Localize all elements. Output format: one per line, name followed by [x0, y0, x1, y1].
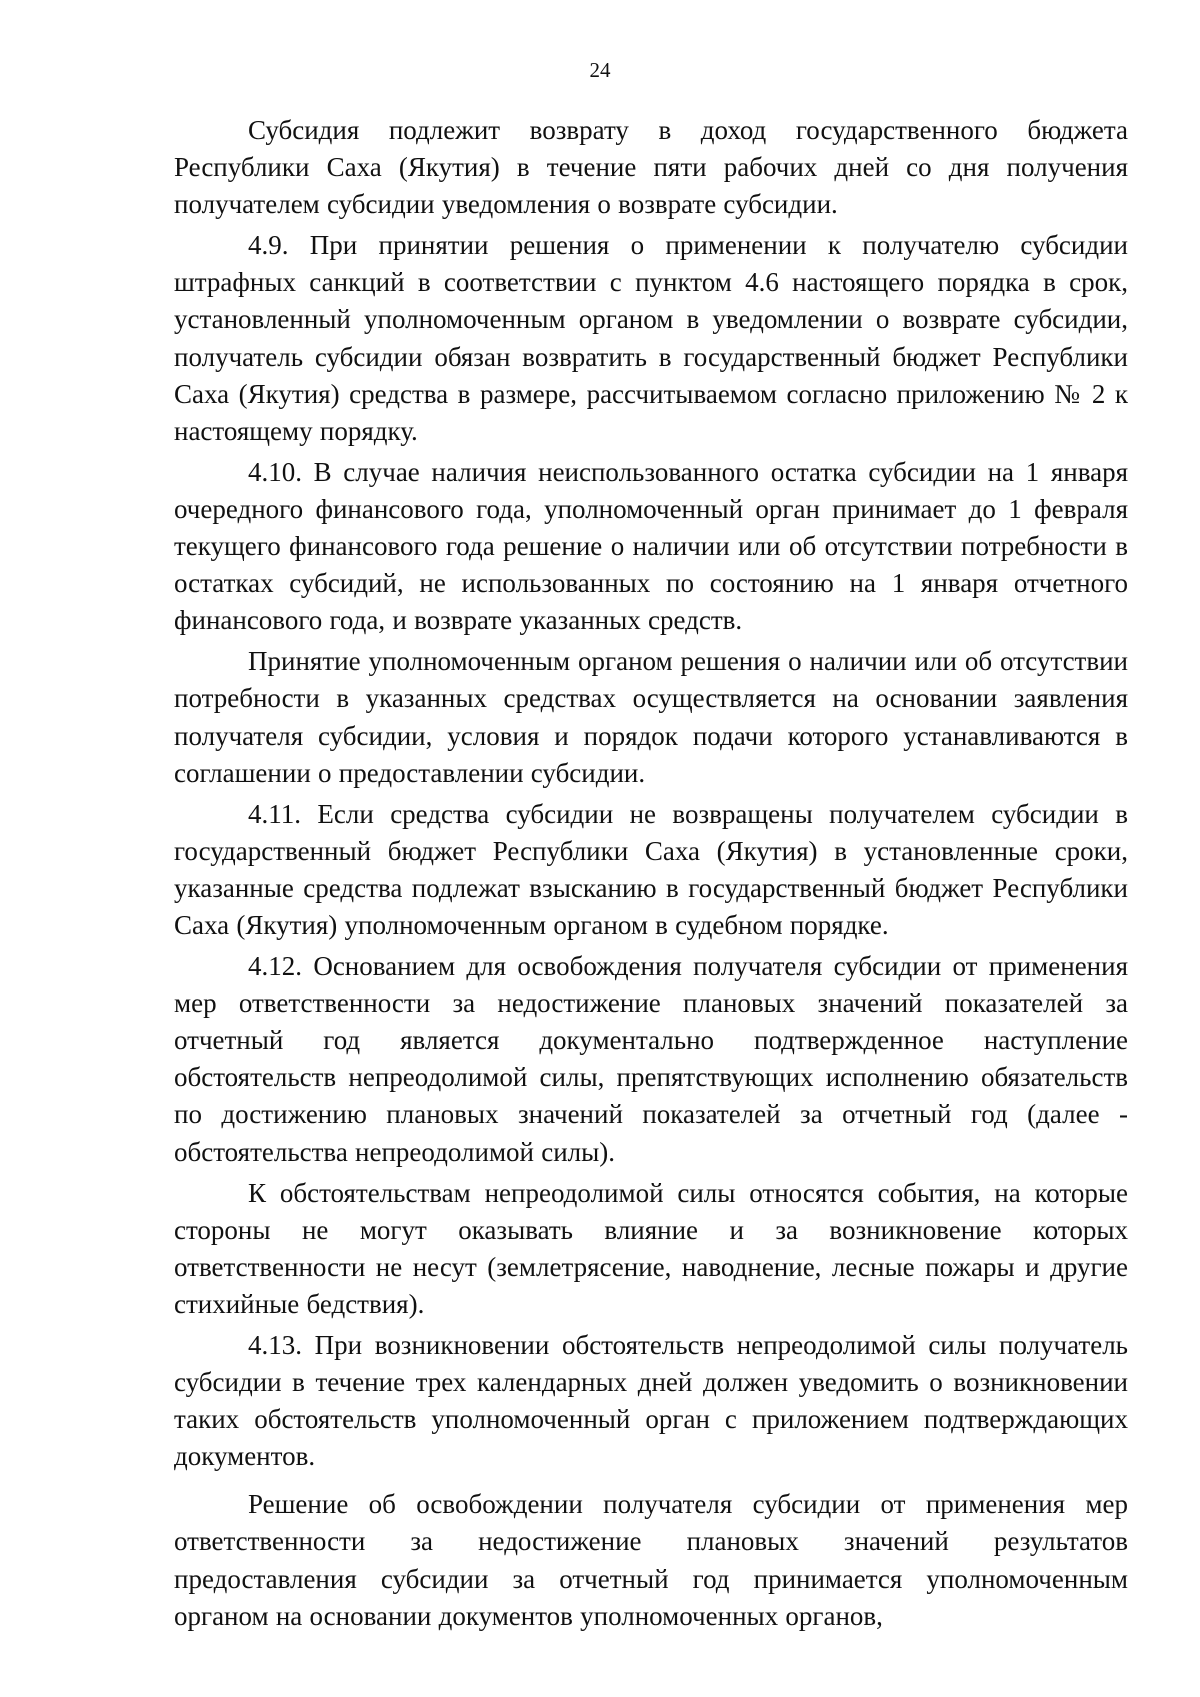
paragraph-4-9: 4.9. При принятии решения о применении к получателю субсидии штрафных санкций в соответствии с пунктом 4.6 настоящего порядка в срок, установленный уполномоченным органом в уведомлении о возврате субсидии, получатель субсидии обязан возвратить в государственный бюджет Республики Саха (Якутия) средства в размере, рассчитываемом согласно приложению № 2 к настоящему порядку.: [174, 230, 1128, 446]
paragraph-4-12: 4.12. Основанием для освобождения получателя субсидии от применения мер ответственности за недостижение плановых значений показателей за отчетный год является документально подтвержденное наступление обстоятельств непреодолимой силы, препятствующих исполнению обязательств по достижению плановых значений показателей за отчетный год (далее - обстоятельства непреодолимой силы).: [174, 951, 1128, 1167]
paragraph-decision-need: Принятие уполномоченным органом решения о наличии или об отсутствии потребности в указанных средствах осуществляется на основании заявления получателя субсидии, условия и порядок подачи которого устанавливаются в соглашении о предоставлении субсидии.: [174, 646, 1128, 788]
page-number: 24: [589, 58, 611, 82]
document-body: [174, 112, 1128, 1635]
paragraph-4-13: 4.13. При возникновении обстоятельств непреодолимой силы получатель субсидии в течение трех календарных дней должен уведомить о возникновении таких обстоятельств уполномоченный орган с приложением подтверждающих документов.: [174, 1330, 1128, 1472]
paragraph-release-decision: Решение об освобождении получателя субсидии от применения мер ответственности за недостижение плановых значений результатов предоставления субсидии за отчетный год принимается уполномоченным органом на основании документов уполномоченных органов,: [174, 1489, 1128, 1631]
paragraph-force-majeure: К обстоятельствам непреодолимой силы относятся события, на которые стороны не могут оказывать влияние и за возникновение которых ответственности не несут (землетрясение, наводнение, лесные пожары и другие стихийные бедствия).: [174, 1177, 1128, 1319]
paragraph-4-10: 4.10. В случае наличия неиспользованного остатка субсидии на 1 января очередного финансового года, уполномоченный орган принимает до 1 февраля текущего финансового года решение о наличии или об отсутствии потребности в остатках субсидий, не использованных по состоянию на 1 января отчетного финансового года, и возврате указанных средств.: [174, 456, 1128, 636]
paragraph-4-11: 4.11. Если средства субсидии не возвращены получателем субсидии в государственный бюджет Республики Саха (Якутия) в установленные сроки, указанные средства подлежат взысканию в государственный бюджет Республики Саха (Якутия) уполномоченным органом в судебном порядке.: [174, 798, 1128, 940]
paragraph-subsidy-return: Субсидия подлежит возврату в доход государственного бюджета Республики Саха (Якутия) в течение пяти рабочих дней со дня получения получателем субсидии уведомления о возврате субсидии.: [174, 115, 1128, 220]
